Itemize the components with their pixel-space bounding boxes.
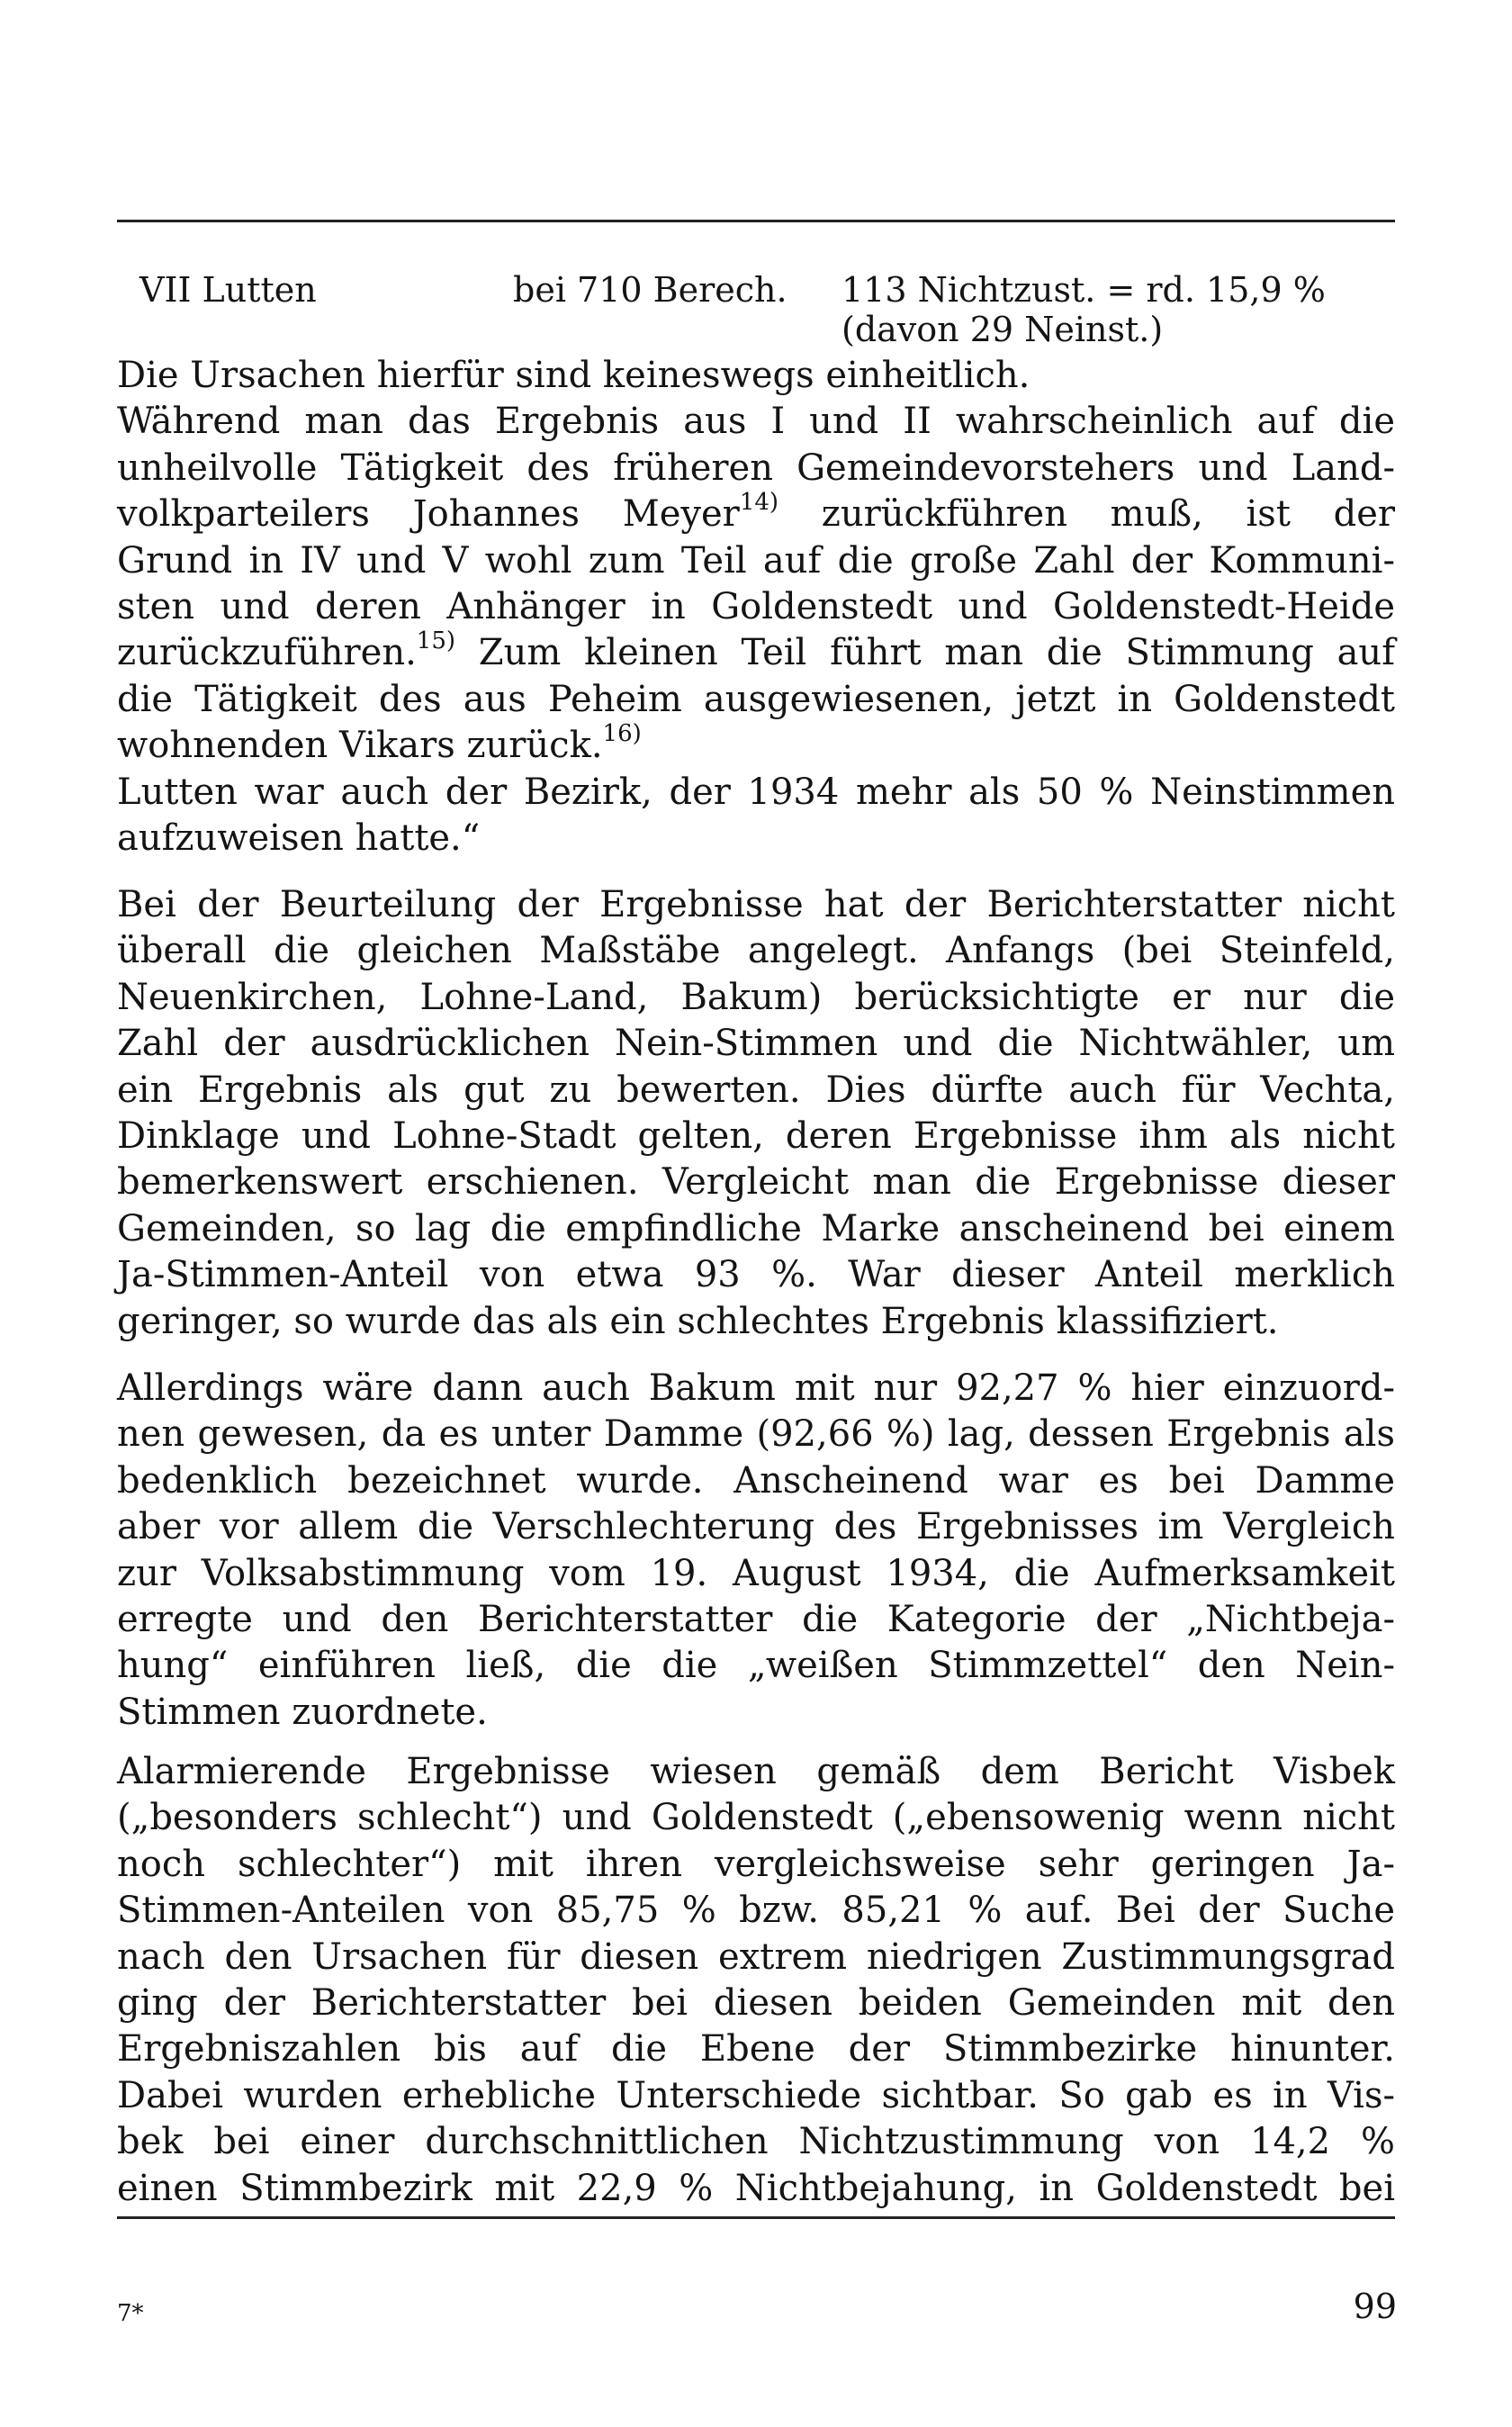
text-line: Dinklage und Lohne-Stadt gelten, deren Ergebnisse ihm als nicht xyxy=(117,1115,1395,1158)
text-line: nen gewesen, da es unter Damme (92,66 %) lag, dessen Ergebnis als xyxy=(117,1413,1395,1456)
text-line: erregte und den Berichterstatter die Kategorie der „Nichtbeja- xyxy=(117,1599,1395,1641)
text-line: Gemeinden, so lag die empfindliche Marke anscheinend bei einem xyxy=(117,1207,1395,1250)
text-line: Allerdings wäre dann auch Bakum mit nur 92,27 % hier einzuord- xyxy=(117,1367,1395,1409)
text-line xyxy=(117,627,1395,676)
text-line: geringer, so wurde das als ein schlechtes Ergebnis klassifiziert. xyxy=(117,1300,1279,1342)
text-line: Stimmen-Anteilen von 85,75 % bzw. 85,21 % auf. Bei der Suche xyxy=(117,1890,1395,1932)
text-line: bek bei einer durchschnittlichen Nichtzustimmung von 14,2 % xyxy=(117,2121,1395,2163)
text-line: ging der Berichterstatter bei diesen beiden Gemeinden mit den xyxy=(117,1982,1395,2025)
text-line xyxy=(117,719,1395,769)
text-line: Während man das Ergebnis aus I und II wahrscheinlich auf die xyxy=(117,401,1395,443)
text-line: Ja-Stimmen-Anteil von etwa 93 %. War dieser Anteil merklich xyxy=(117,1254,1395,1296)
text-line: Die Ursachen hierfür sind keineswegs einheitlich. xyxy=(117,355,1030,396)
bottom-rule xyxy=(117,2216,1395,2219)
text-line: sten und deren Anhänger in Goldenstedt und Goldenstedt-Heide xyxy=(117,586,1395,628)
paragraph-visbek-goldenstedt xyxy=(117,1749,1395,2212)
text-line: Bei der Beurteilung der Ergebnisse hat der Berichterstatter nicht xyxy=(117,884,1395,925)
footnote-ref-16: 16) xyxy=(602,719,642,747)
text-line: aber vor allem die Verschlechterung des Ergebnisses im Vergleich xyxy=(117,1506,1395,1548)
text-line: zur Volksabstimmung vom 19. August 1934, die Aufmerksamkeit xyxy=(117,1552,1395,1594)
footnote-ref-15: 15) xyxy=(416,627,456,655)
text-line: Grund in IV und V wohl zum Teil auf die große Zahl der Kommuni- xyxy=(117,539,1395,582)
table-row-eligible: bei 710 Berech. xyxy=(513,270,788,310)
text-line: überall die gleichen Maßstäbe angelegt. Anfangs (bei Steinfeld, xyxy=(117,930,1395,972)
text-line: nach den Ursachen für diesen extrem niedrigen Zustimmungsgrad xyxy=(117,1935,1395,1978)
text-line: noch schlechter“) mit ihren vergleichsweise sehr geringen Ja- xyxy=(117,1843,1395,1885)
text-line: Zahl der ausdrücklichen Nein-Stimmen und die Nichtwähler, um xyxy=(117,1023,1395,1065)
top-rule xyxy=(117,220,1395,222)
text-line: aufzuweisen hatte.“ xyxy=(117,817,481,860)
text-line: einen Stimmbezirk mit 22,9 % Nichtbejahung, in Goldenstedt bei xyxy=(117,2167,1395,2209)
paragraph-causes xyxy=(117,353,1395,862)
text-line: Lutten war auch der Bezirk, der 1934 mehr als 50 % Neinstimmen xyxy=(117,771,1395,813)
text-fragment: Zum kleinen Teil führt man die Stimmung auf xyxy=(455,632,1395,674)
table-row-note: (davon 29 Neinst.) xyxy=(842,310,1164,349)
text-line: Dabei wurden erhebliche Unterschiede sichtbar. So gab es in Vis- xyxy=(117,2074,1395,2116)
footnote-ref-14: 14) xyxy=(739,488,779,516)
text-fragment: wohnenden Vikars zurück. xyxy=(117,725,603,767)
signature-mark: 7* xyxy=(117,2300,144,2327)
text-line: Alarmierende Ergebnisse wiesen gemäß dem Bericht Visbek xyxy=(117,1751,1395,1792)
text-line xyxy=(117,488,1395,537)
paragraph-assessment xyxy=(117,882,1395,1345)
text-line: ein Ergebnis als gut zu bewerten. Dies dürfte auch für Vechta, xyxy=(117,1069,1395,1111)
text-line: unheilvolle Tätigkeit des früheren Gemeindevorstehers und Land- xyxy=(117,447,1395,489)
text-line: die Tätigkeit des aus Peheim ausgewiesenen, jetzt in Goldenstedt xyxy=(117,678,1395,720)
page-number: 99 xyxy=(1353,2287,1397,2326)
table-row-district: VII Lutten xyxy=(140,270,317,310)
text-line: („besonders schlecht“) und Goldenstedt („ebensowenig wenn nicht xyxy=(117,1797,1395,1839)
text-line: Neuenkirchen, Lohne-Land, Bakum) berücksichtigte er nur die xyxy=(117,976,1395,1018)
text-line: hung“ einführen ließ, die die „weißen Stimmzettel“ den Nein- xyxy=(117,1645,1395,1687)
text-line: Stimmen zuordnete. xyxy=(117,1691,488,1733)
text-line: Ergebniszahlen bis auf die Ebene der Stimmbezirke hinunter. xyxy=(117,2028,1395,2071)
text-line: bemerkenswert erschienen. Vergleicht man die Ergebnisse dieser xyxy=(117,1161,1395,1204)
text-line: bedenklich bezeichnet wurde. Anscheinend war es bei Damme xyxy=(117,1459,1395,1502)
paragraph-bakum-damme xyxy=(117,1366,1395,1736)
text-fragment: zurückführen muß, ist der xyxy=(778,493,1395,536)
text-fragment: volkparteilers Johannes Meyer xyxy=(117,493,740,536)
text-fragment: zurückzuführen. xyxy=(117,632,417,674)
table-row-non-approval: 113 Nichtzust. = rd. 15,9 % xyxy=(842,270,1326,310)
